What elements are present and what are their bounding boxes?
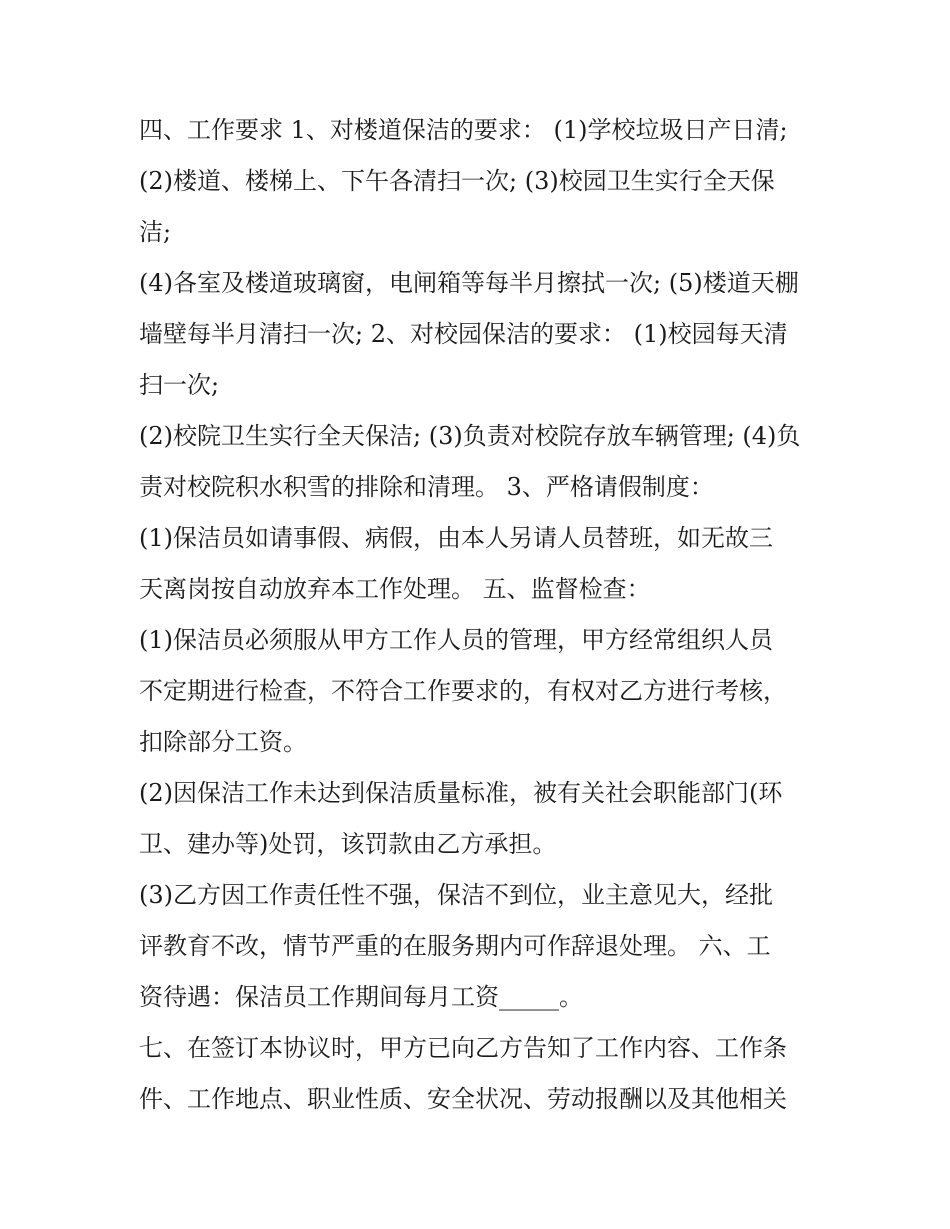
text-line: 责对校院积水积雪的排除和清理。 3、严格请假制度： bbox=[139, 473, 714, 501]
text-line: 扣除部分工资。 bbox=[139, 728, 307, 756]
text-line: 资待遇：保洁员工作期间每月工资_____。 bbox=[139, 983, 583, 1011]
paragraph-dismissal-and-wages bbox=[139, 870, 829, 1023]
paragraph-corridor-glass bbox=[139, 258, 829, 411]
text-line: 天离岗按自动放弃本工作处理。 五、监督检查： bbox=[139, 575, 651, 603]
text-line: (2)校院卫生实行全天保洁; (3)负责对校院存放车辆管理; (4)负 bbox=[139, 422, 801, 450]
paragraph-campus-cleaning bbox=[139, 411, 829, 513]
text-line: 洁; bbox=[139, 218, 172, 246]
text-line: (2)因保洁工作未达到保洁质量标准，被有关社会职能部门(环 bbox=[139, 779, 783, 807]
text-line: (1)保洁员如请事假、病假，由本人另请人员替班，如无故三 bbox=[139, 524, 773, 552]
paragraph-agreement-notice bbox=[139, 1023, 829, 1125]
paragraph-penalty bbox=[139, 768, 829, 870]
text-line: 四、工作要求 1、对楼道保洁的要求： (1)学校垃圾日产日清; bbox=[139, 116, 788, 144]
paragraph-leave-policy bbox=[139, 513, 829, 615]
text-line: (3)乙方因工作责任性不强，保洁不到位，业主意见大，经批 bbox=[139, 881, 773, 909]
paragraph-work-requirements bbox=[139, 105, 829, 258]
text-line: 七、在签订本协议时，甲方已向乙方告知了工作内容、工作条 bbox=[139, 1034, 787, 1062]
text-line: 不定期进行检查，不符合工作要求的，有权对乙方进行考核， bbox=[139, 677, 787, 705]
text-line: (1)保洁员必须服从甲方工作人员的管理，甲方经常组织人员 bbox=[139, 626, 773, 654]
text-line: 扫一次; bbox=[139, 371, 220, 399]
text-line: 卫、建办等)处罚，该罚款由乙方承担。 bbox=[139, 830, 557, 858]
text-line: 墙壁每半月清扫一次; 2、对校园保洁的要求： (1)校园每天清 bbox=[139, 320, 788, 348]
text-line: (2)楼道、楼梯上、下午各清扫一次; (3)校园卫生实行全天保 bbox=[139, 167, 775, 195]
text-line: (4)各室及楼道玻璃窗，电闸箱等每半月擦拭一次; (5)楼道天棚 bbox=[139, 269, 799, 297]
text-line: 评教育不改，情节严重的在服务期内可作辞退处理。 六、工 bbox=[139, 932, 771, 960]
paragraph-supervision bbox=[139, 615, 829, 768]
text-line: 件、工作地点、职业性质、安全状况、劳动报酬以及其他相关 bbox=[139, 1085, 787, 1113]
document-body bbox=[139, 105, 829, 1125]
